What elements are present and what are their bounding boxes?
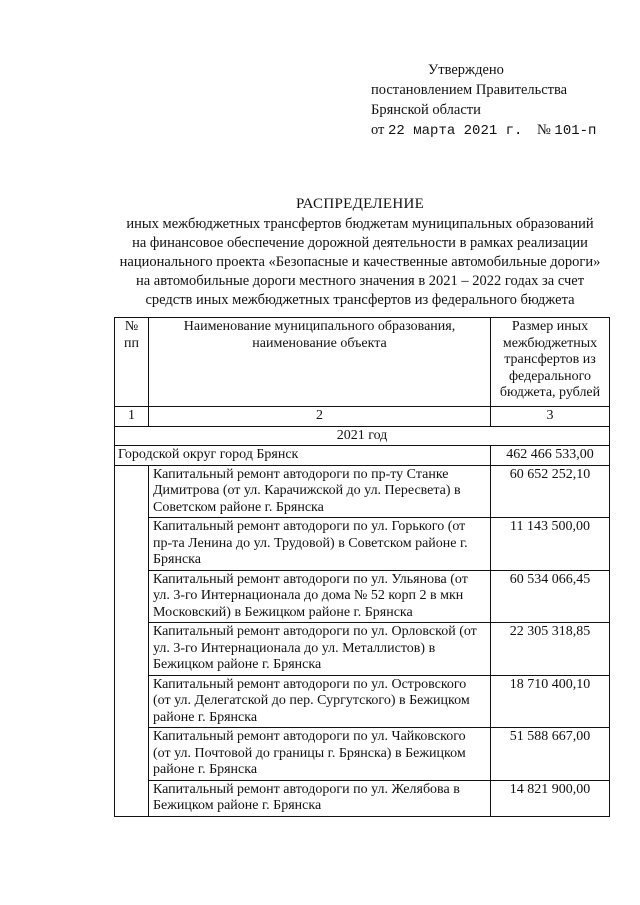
header-name-text: Наименование муниципального образования, наименование объекта [183, 319, 456, 351]
title-line-2: на финансовое обеспечение дорожной деятельности в рамках реализации [132, 235, 588, 251]
approval-authority: постановлением Правительства [371, 82, 568, 98]
approval-stamp [371, 60, 596, 141]
header-amount-text: Размер иных межбюджетных трансфертов из федерального бюджета, рублей [499, 319, 601, 400]
col-number-1: 1 [115, 407, 149, 427]
object-name: Капитальный ремонт автодороги по пр-ту Станке Димитрова (от ул. Карачижской до ул. Пересвета) в Советском районе г. Брянска [149, 465, 491, 518]
title-line-5: средств иных межбюджетных трансфертов из федерального бюджета [145, 292, 575, 308]
approval-date-line [371, 120, 596, 141]
empty-cell [115, 518, 149, 571]
table-row [115, 675, 610, 728]
empty-cell [115, 728, 149, 781]
empty-cell [115, 465, 149, 518]
object-amount: 51 588 667,00 [491, 728, 610, 781]
municipality-row [115, 446, 610, 466]
approval-date: 22 марта 2021 г. [388, 123, 523, 139]
object-amount: 22 305 318,85 [491, 623, 610, 676]
empty-cell [115, 570, 149, 623]
title-line-1: иных межбюджетных трансфертов бюджетам муниципальных образований [126, 216, 594, 232]
approval-region: Брянской области [371, 102, 481, 118]
title-main: РАСПРЕДЕЛЕНИЕ [295, 196, 425, 212]
object-amount: 18 710 400,10 [491, 675, 610, 728]
approval-number: 101-п [554, 123, 597, 139]
object-amount: 60 534 066,45 [491, 570, 610, 623]
table-row [115, 570, 610, 623]
table-header-row [115, 318, 610, 407]
table-row [115, 518, 610, 571]
object-name: Капитальный ремонт автодороги по ул. Чайковского (от ул. Почтовой до границы г. Брянска) в Бежицком районе г. Брянска [149, 728, 491, 781]
column-numbers-row [115, 407, 610, 427]
title-line-3: национального проекта «Безопасные и качественные автомобильные дороги» [119, 254, 601, 270]
object-amount: 11 143 500,00 [491, 518, 610, 571]
empty-cell [115, 780, 149, 816]
table-row [115, 465, 610, 518]
object-name: Капитальный ремонт автодороги по ул. Ульянова (от ул. 3-го Интернационала до дома № 52 корп 2 в мкн Московский) в Бежицком районе г. Брянска [149, 570, 491, 623]
distribution-table [114, 317, 610, 817]
header-num [115, 318, 149, 407]
municipality-name: Городской округ город Брянск [115, 446, 491, 466]
year-row [115, 426, 610, 446]
table-row [115, 780, 610, 816]
col-number-2: 2 [149, 407, 491, 427]
year-label: 2021 год [115, 426, 610, 446]
empty-cell [115, 675, 149, 728]
object-amount: 14 821 900,00 [491, 780, 610, 816]
municipality-amount: 462 466 533,00 [491, 446, 610, 466]
object-name: Капитальный ремонт автодороги по ул. Островского (от ул. Делегатской до пер. Сургутского) в Бежицком районе г. Брянска [149, 675, 491, 728]
number-prefix: № [536, 122, 551, 138]
col-number-3: 3 [491, 407, 610, 427]
object-amount: 60 652 252,10 [491, 465, 610, 518]
approval-heading: Утверждено [428, 62, 504, 78]
table-row [115, 728, 610, 781]
title-line-4: на автомобильные дороги местного значения в 2021 – 2022 годах за счет [135, 273, 585, 289]
object-name: Капитальный ремонт автодороги по ул. Горького (от пр-та Ленина до ул. Трудовой) в Советском районе г. Брянска [149, 518, 491, 571]
header-num-text: № пп [124, 319, 139, 351]
header-name [149, 318, 491, 407]
object-name: Капитальный ремонт автодороги по ул. Орловской (от ул. 3-го Интернационала до ул. Металлистов) в Бежицком районе г. Брянска [149, 623, 491, 676]
object-name: Капитальный ремонт автодороги по ул. Желябова в Бежицком районе г. Брянска [149, 780, 491, 816]
header-amount [491, 318, 610, 407]
table-row [115, 623, 610, 676]
document-title [100, 195, 620, 310]
date-prefix: от [371, 122, 385, 138]
empty-cell [115, 623, 149, 676]
